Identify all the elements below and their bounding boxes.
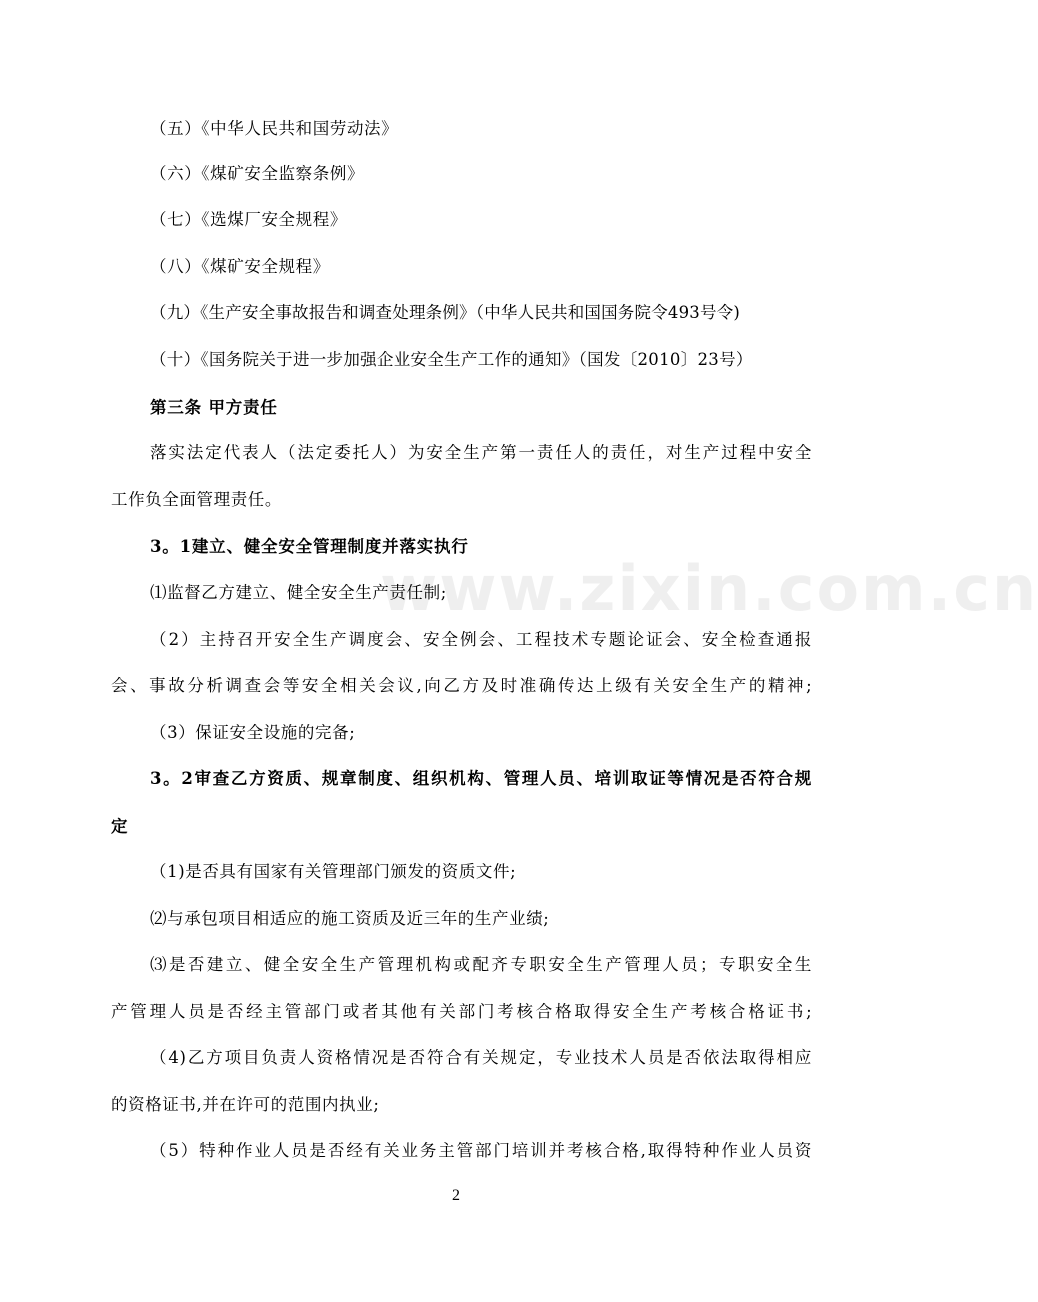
list-item: （1)是否具有国家有关管理部门颁发的资质文件;	[150, 862, 517, 881]
list-item-law-6: （六）《煤矿安全监察条例》	[150, 164, 365, 183]
list-item-law-5: （五）《中华人民共和国劳动法》	[150, 119, 399, 138]
subsection-heading-3-2: 定	[111, 817, 129, 836]
list-item-law-7: （七）《选煤厂安全规程》	[150, 210, 347, 229]
list-item-law-8: （八）《煤矿安全规程》	[150, 257, 330, 276]
paragraph-line: 的资格证书,并在许可的范围内执业;	[111, 1095, 380, 1114]
paragraph-line: 落实法定代表人（法定委托人）为安全生产第一责任人的责任，对生产过程中安全	[150, 443, 812, 462]
list-item-law-10: （十）《国务院关于进一步加强企业安全生产工作的通知》（国发〔2010〕23号）	[150, 350, 753, 369]
list-item: （5）特种作业人员是否经有关业务主管部门培训并考核合格,取得特种作业人员资	[150, 1141, 812, 1160]
list-item: （3）保证安全设施的完备;	[150, 723, 356, 742]
subsection-heading-3-2: 3。2审查乙方资质、规章制度、组织机构、管理人员、培训取证等情况是否符合规	[150, 769, 812, 788]
paragraph-line: 工作负全面管理责任。	[111, 490, 282, 509]
paragraph-line: 会、事故分析调查会等安全相关会议,向乙方及时准确传达上级有关安全生产的精神;	[111, 676, 812, 695]
paragraph-line: 产管理人员是否经主管部门或者其他有关部门考核合格取得安全生产考核合格证书;	[111, 1002, 812, 1021]
list-item: ⑶是否建立、健全安全生产管理机构或配齐专职安全生产管理人员；专职安全生	[150, 955, 812, 974]
subsection-heading-3-1: 3。1建立、健全安全管理制度并落实执行	[150, 537, 469, 556]
watermark: www.zixin.com.cn	[380, 552, 1038, 625]
list-item: （2）主持召开安全生产调度会、安全例会、工程技术专题论证会、安全检查通报	[150, 630, 812, 649]
list-item: （4)乙方项目负责人资格情况是否符合有关规定，专业技术人员是否依法取得相应	[150, 1048, 812, 1067]
list-item: ⑴监督乙方建立、健全安全生产责任制;	[150, 583, 447, 602]
list-item: ⑵与承包项目相适应的施工资质及近三年的生产业绩;	[150, 909, 550, 928]
section-heading-article-3: 第三条 甲方责任	[150, 398, 278, 417]
list-item-law-9: （九）《生产安全事故报告和调查处理条例》（中华人民共和国国务院令493号令)	[150, 303, 741, 322]
page-number: 2	[452, 1187, 460, 1204]
